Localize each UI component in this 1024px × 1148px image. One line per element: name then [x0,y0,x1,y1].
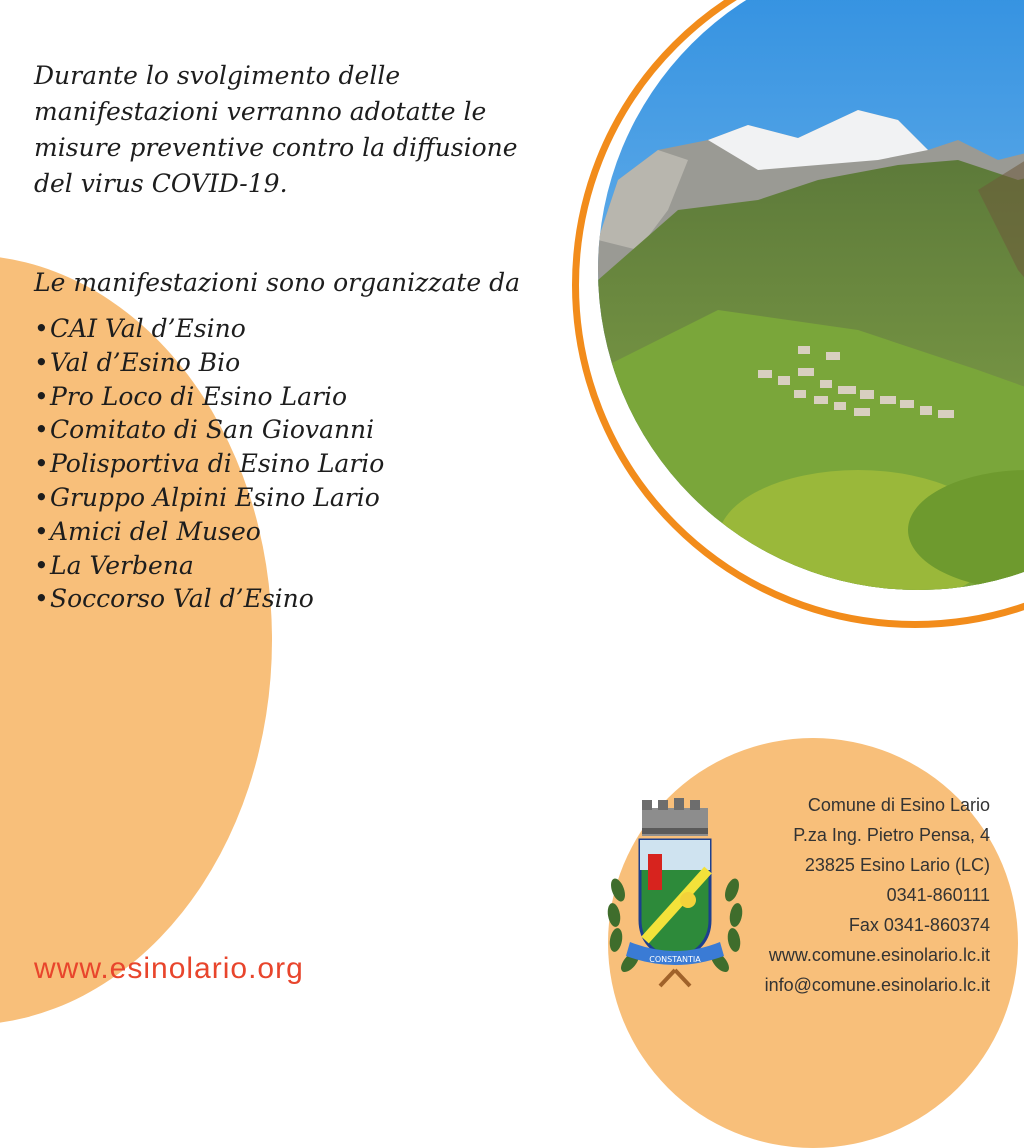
website-link[interactable]: www.esinolario.org [34,952,304,985]
list-item: •Amici del Museo [34,516,261,546]
list-item: •Soccorso Val d’Esino [34,584,314,614]
list-item: •La Verbena [34,550,194,580]
contact-name: Comune di Esino Lario [807,795,990,815]
contact-web-link[interactable]: www.comune.esinolario.lc.it [768,945,990,965]
list-item: •Comitato di San Giovanni [34,415,375,445]
organizers-title: Le manifestazioni sono organizzate da [34,268,521,297]
covid-notice-text: Durante lo svolgimento delle manifestazioni verranno adotatte le misure preventive contro la diffusione del virus COVID-19. [34,61,518,198]
contact-info [765,790,990,1000]
contact-address: P.za Ing. Pietro Pensa, 4 [793,825,990,845]
contact-city: 23825 Esino Lario (LC) [804,855,990,875]
contact-email-link[interactable]: info@comune.esinolario.lc.it [764,975,990,995]
list-item: •CAI Val d’Esino [34,314,246,343]
list-item: •Gruppo Alpini Esino Lario [34,482,380,512]
list-item: •Pro Loco di Esino Lario [34,381,348,411]
list-item: •Polisportiva di Esino Lario [34,449,385,479]
crest-motto: CONSTANTIA [649,955,701,964]
organizers-list [34,312,384,616]
contact-fax: Fax 0341-860374 [848,915,990,935]
municipal-crest-icon [600,790,750,990]
list-item: •Val d’Esino Bio [34,347,241,377]
contact-phone: 0341-860111 [886,885,990,905]
